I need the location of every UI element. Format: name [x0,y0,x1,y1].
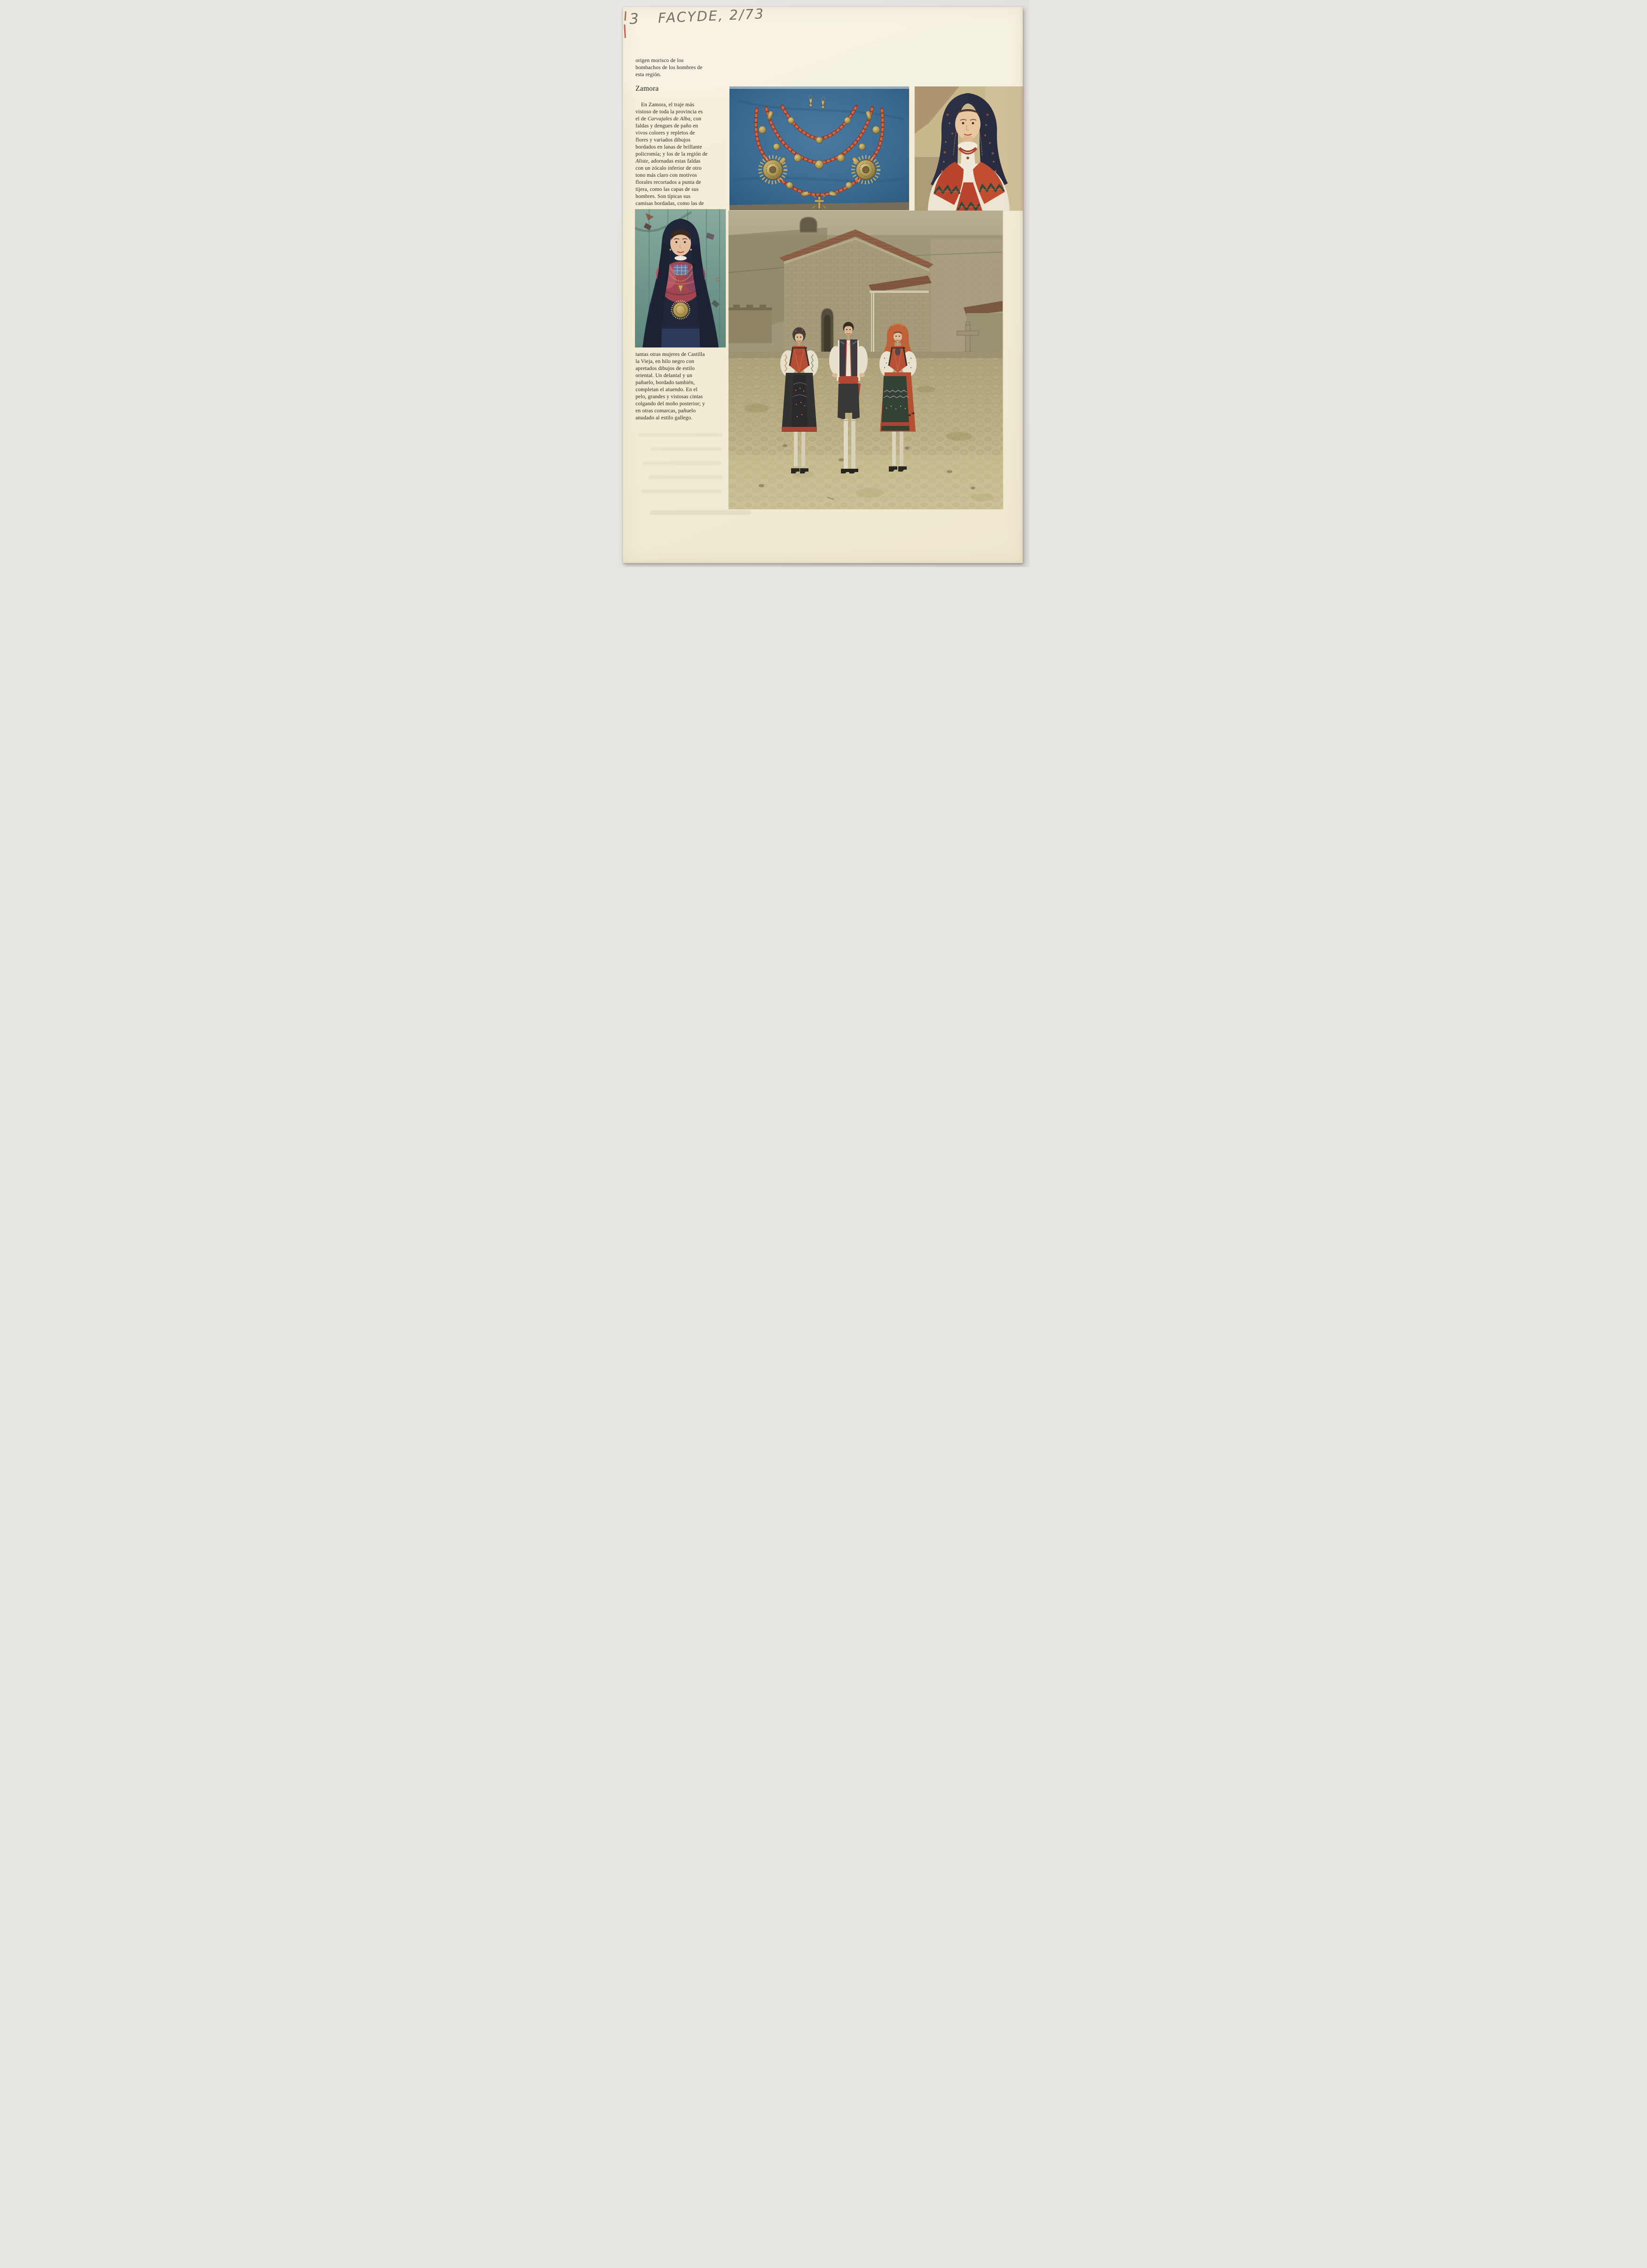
portrait-photo-veiled-woman [635,209,726,347]
bleedthrough-text [650,510,751,515]
scanned-page-screenshot [618,0,1029,567]
bleedthrough-text [643,461,722,465]
section-heading: Zamora [635,85,659,93]
body-paragraph-1: En Zamora, el traje más vistoso de toda la provincia es el de Carvajales de Alba, con faldas y dengues de paño en vivos colores y repletos de flores y variados dibujos bordados en lanas de brillante policromía; y los de la región de Aliste, adornadas estas faldas con un zócalo inferior de otro tono más claro con motivos florales recortados a punta de tijera, como las capas de sus hombres. Son típicas sus camisas bordadas, como las de [635,102,708,206]
filigree-medallion-right [853,157,878,182]
handwritten-annotation [629,5,765,28]
bleedthrough-text [641,489,722,493]
jewelry-photo [729,87,909,210]
handwritten-code: FACYDE, 2/73 [658,5,765,26]
handwritten-page-number: 3 [629,10,640,28]
bleedthrough-text [651,447,722,451]
group-photo-traditional-costumes [729,211,1003,509]
bleedthrough-text [649,475,723,479]
bleedthrough-text [639,433,722,437]
filigree-medallion-left [760,157,785,182]
magazine-page [623,7,1023,563]
body-paragraph-2: tantas otras mujeres de Castilla la Vieja, en hilo negro con apretados dibujos de estilo oriental. Un delantal y un pañuelo, bordado también, completan el atuendo. En el pelo, grandes y vistosas cintas colgando del moño posterior; y en otras comarcas, pañuelo anudado al estilo gallego. [635,351,705,421]
intro-paragraph: origen morisco de los bombachos de los hombres de esta región. [635,57,703,78]
cross-pendant [813,195,826,209]
red-pen-mark [624,24,626,38]
portrait-photo-headscarf-woman [915,87,1023,211]
red-pen-mark [624,11,626,21]
